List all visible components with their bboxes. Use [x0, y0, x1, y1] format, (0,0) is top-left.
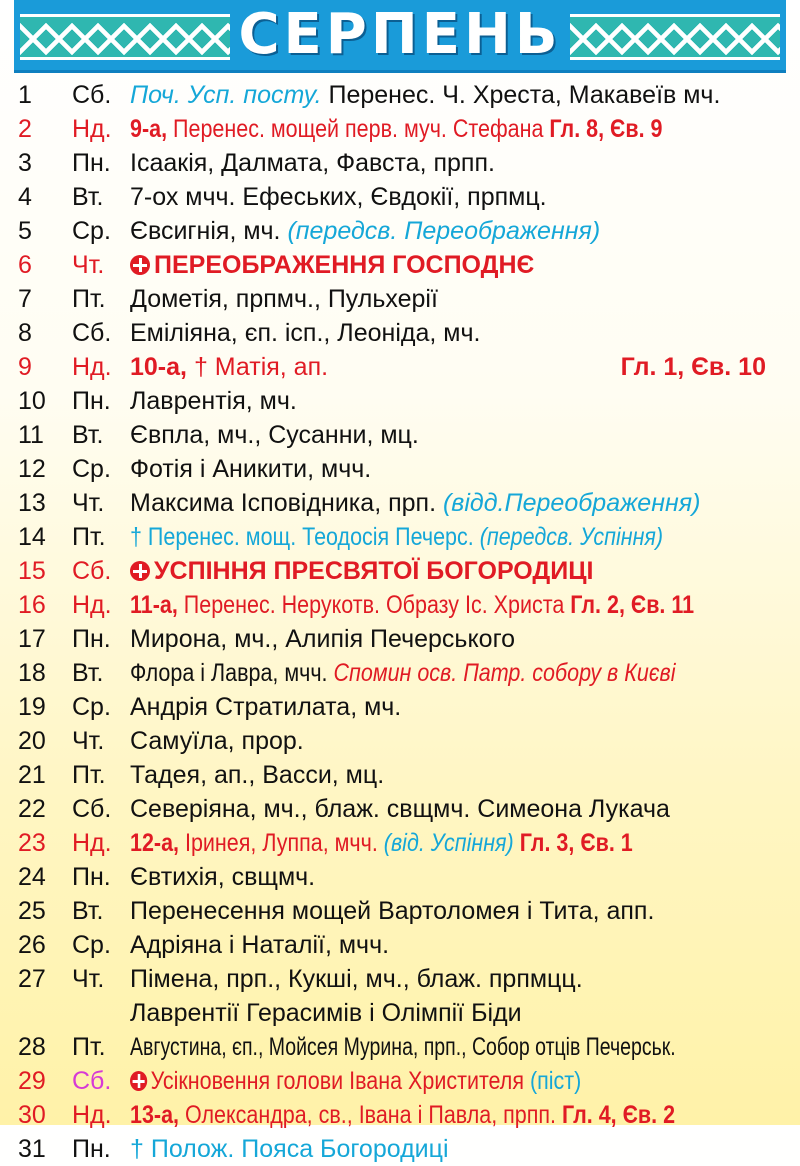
weekday: Вт.	[72, 897, 104, 925]
commemoration: † Перенес. мощ. Теодосія Печерс.	[130, 523, 474, 551]
commemoration: Андрія Стратилата, мч.	[130, 693, 402, 721]
day-row-continuation	[0, 996, 800, 1030]
day-row	[0, 656, 800, 690]
weekday: Пт.	[72, 761, 106, 789]
day-row	[0, 282, 800, 316]
day-number: 1	[18, 81, 32, 109]
weekday: Ср.	[72, 217, 111, 245]
day-number: 18	[18, 659, 46, 687]
tone-gospel: Гл. 3, Єв. 1	[519, 829, 633, 857]
weekday: Нд.	[72, 829, 112, 857]
tone-gospel: Гл. 4, Єв. 2	[561, 1101, 676, 1129]
weekday: Ср.	[72, 931, 111, 959]
sunday-number: 13-а,	[130, 1101, 180, 1129]
commemoration: Євсигнія, мч.	[130, 217, 281, 245]
commemoration: Максима Ісповідника, прп.	[130, 489, 437, 517]
day-row	[0, 384, 800, 418]
commemoration: Євпла, мч., Сусанни, мц.	[130, 421, 419, 449]
day-number: 16	[18, 591, 46, 619]
day-row-sunday	[0, 112, 800, 146]
tone-gospel: Гл. 8, Єв. 9	[549, 115, 663, 143]
day-row	[0, 758, 800, 792]
weekday: Пн.	[72, 1135, 111, 1163]
day-number: 21	[18, 761, 46, 789]
day-number: 26	[18, 931, 46, 959]
commemoration: Ісаакія, Далмата, Фавста, прпп.	[130, 149, 495, 177]
day-number: 3	[18, 149, 32, 177]
sunday-number: 10-а,	[130, 353, 187, 381]
day-number: 29	[18, 1067, 46, 1095]
day-row-sunday	[0, 826, 800, 860]
day-row	[0, 520, 800, 554]
day-row	[0, 690, 800, 724]
day-row	[0, 894, 800, 928]
day-number: 7	[18, 285, 32, 313]
weekday: Нд.	[72, 591, 112, 619]
tone-gospel: Гл. 1, Єв. 10	[620, 353, 766, 381]
day-number: 23	[18, 829, 46, 857]
commemoration: Еміліяна, єп. ісп., Леоніда, мч.	[130, 319, 481, 347]
tone-gospel: Гл. 2, Єв. 11	[570, 591, 695, 619]
day-row	[0, 486, 800, 520]
day-number: 12	[18, 455, 46, 483]
day-number: 30	[18, 1101, 46, 1129]
day-row	[0, 214, 800, 248]
day-number: 11	[18, 421, 44, 449]
feast-note: (відд.Переображення)	[442, 489, 701, 517]
weekday: Чт.	[72, 727, 105, 755]
weekday: Сб.	[72, 319, 112, 347]
commemoration: Фотія і Аникити, мчч.	[130, 455, 372, 483]
day-row	[0, 928, 800, 962]
commemoration: Перенес. мощей перв. муч. Стефана	[173, 115, 544, 143]
weekday: Пн.	[72, 863, 111, 891]
day-number: 31	[18, 1135, 46, 1163]
day-number: 15	[18, 557, 46, 585]
weekday: Чт.	[72, 489, 105, 517]
feast-note: (від. Успіння)	[383, 829, 514, 857]
sunday-number: 11-а,	[130, 591, 178, 619]
sunday-number: 12-а,	[130, 829, 180, 857]
commemoration: Тадея, ап., Васси, мц.	[130, 761, 385, 789]
day-row-feast	[0, 554, 800, 588]
sunday-number: 9-а,	[130, 115, 168, 143]
weekday: Сб.	[72, 795, 112, 823]
commemoration: † Полож. Пояса Богородиці	[130, 1135, 449, 1163]
commemoration: Дометія, прпмч., Пульхерії	[130, 285, 438, 313]
weekday: Пн.	[72, 387, 111, 415]
day-number: 24	[18, 863, 46, 891]
month-title: СЕРПЕНЬ	[238, 2, 562, 67]
day-number: 17	[18, 625, 46, 653]
weekday: Чт.	[72, 965, 105, 993]
commemoration: Олександра, св., Івана і Павла, прпп.	[184, 1101, 557, 1129]
day-row-sunday	[0, 588, 800, 622]
day-row	[0, 860, 800, 894]
commemoration: Лаврентія, мч.	[130, 387, 297, 415]
day-number: 22	[18, 795, 46, 823]
day-row	[0, 146, 800, 180]
weekday: Нд.	[72, 115, 112, 143]
weekday: Нд.	[72, 353, 112, 381]
day-number: 10	[18, 387, 46, 415]
weekday: Сб.	[72, 557, 112, 585]
weekday: Пн.	[72, 149, 111, 177]
commemoration: 7-ох мчч. Ефеських, Євдокії, прпмц.	[130, 183, 547, 211]
commemoration-continued: Лаврентії Герасимів і Олімпії Біди	[130, 999, 522, 1027]
day-row	[0, 1030, 800, 1064]
fast-note: (піст)	[529, 1067, 582, 1095]
great-feast: ПЕРЕОБРАЖЕННЯ ГОСПОДНЄ	[154, 251, 535, 279]
day-number: 5	[18, 217, 32, 245]
day-number: 8	[18, 319, 32, 347]
day-row	[0, 1132, 800, 1166]
weekday: Пт.	[72, 285, 106, 313]
day-number: 28	[18, 1033, 46, 1061]
day-number: 13	[18, 489, 46, 517]
weekday: Вт.	[72, 421, 104, 449]
feast-cross-icon	[130, 561, 150, 581]
day-number: 9	[18, 353, 32, 381]
weekday: Чт.	[72, 251, 105, 279]
day-number: 20	[18, 727, 46, 755]
day-row-sunday	[0, 350, 800, 384]
weekday: Сб.	[72, 81, 112, 109]
day-number: 27	[18, 965, 46, 993]
day-number: 14	[18, 523, 46, 551]
weekday: Сб.	[72, 1067, 112, 1095]
commemoration: Адріяна і Наталії, мчч.	[130, 931, 390, 959]
day-row	[0, 724, 800, 758]
fast-note: Поч. Усп. посту.	[130, 81, 322, 109]
day-row	[0, 962, 800, 996]
weekday: Вт.	[72, 659, 104, 687]
commemoration: Перенес. Ч. Хреста, Макавеїв мч.	[328, 81, 721, 109]
weekday: Вт.	[72, 183, 104, 211]
day-row-feast	[0, 248, 800, 282]
commemoration: Флора і Лавра, мчч.	[130, 659, 328, 687]
commemoration: Перенесення мощей Вартоломея і Тита, апп.	[130, 897, 655, 925]
commemoration: Мирона, мч., Алипія Печерського	[130, 625, 516, 653]
commemoration: † Матія, ап.	[193, 353, 329, 381]
commemoration: Іринея, Луппа, мчч.	[184, 829, 378, 857]
day-row	[0, 316, 800, 350]
day-row	[0, 180, 800, 214]
weekday: Ср.	[72, 455, 111, 483]
commemoration: Євтихія, свщмч.	[130, 863, 316, 891]
feast-cross-icon	[130, 1071, 147, 1091]
month-header	[14, 0, 786, 73]
commemoration: Августина, єп., Мойсея Мурина, прп., Собор отців Печерськ.	[130, 1033, 676, 1061]
weekday: Пн.	[72, 625, 111, 653]
weekday: Пт.	[72, 1033, 106, 1061]
commemoration: Северіяна, мч., блаж. свщмч. Симеона Лукача	[130, 795, 670, 823]
day-row	[0, 78, 800, 112]
day-row-sunday	[0, 1098, 800, 1132]
feast-note: (передсв. Успіння)	[479, 523, 664, 551]
day-row	[0, 622, 800, 656]
day-number: 19	[18, 693, 46, 721]
weekday: Нд.	[72, 1101, 112, 1129]
feast-cross-icon	[130, 255, 150, 275]
great-feast: УСПІННЯ ПРЕСВЯТОЇ БОГОРОДИЦІ	[154, 557, 594, 585]
weekday: Пт.	[72, 523, 106, 551]
day-number: 2	[18, 115, 32, 143]
weekday: Ср.	[72, 693, 111, 721]
memorial-note: Спомин осв. Патр. собору в Києві	[333, 659, 676, 687]
commemoration: Перенес. Нерукотв. Образу Іс. Христа	[183, 591, 565, 619]
day-row	[0, 452, 800, 486]
commemoration: Пімена, прп., Кукші, мч., блаж. прпмцц.	[130, 965, 583, 993]
day-row	[0, 792, 800, 826]
day-number: 25	[18, 897, 46, 925]
day-row	[0, 418, 800, 452]
day-number: 6	[18, 251, 32, 279]
day-row-feast	[0, 1064, 800, 1098]
feast-note: (передсв. Переображення)	[287, 217, 601, 245]
commemoration: Самуїла, прор.	[130, 727, 304, 755]
feast-name: Усікновення голови Івана Христителя	[150, 1067, 525, 1095]
day-number: 4	[18, 183, 32, 211]
